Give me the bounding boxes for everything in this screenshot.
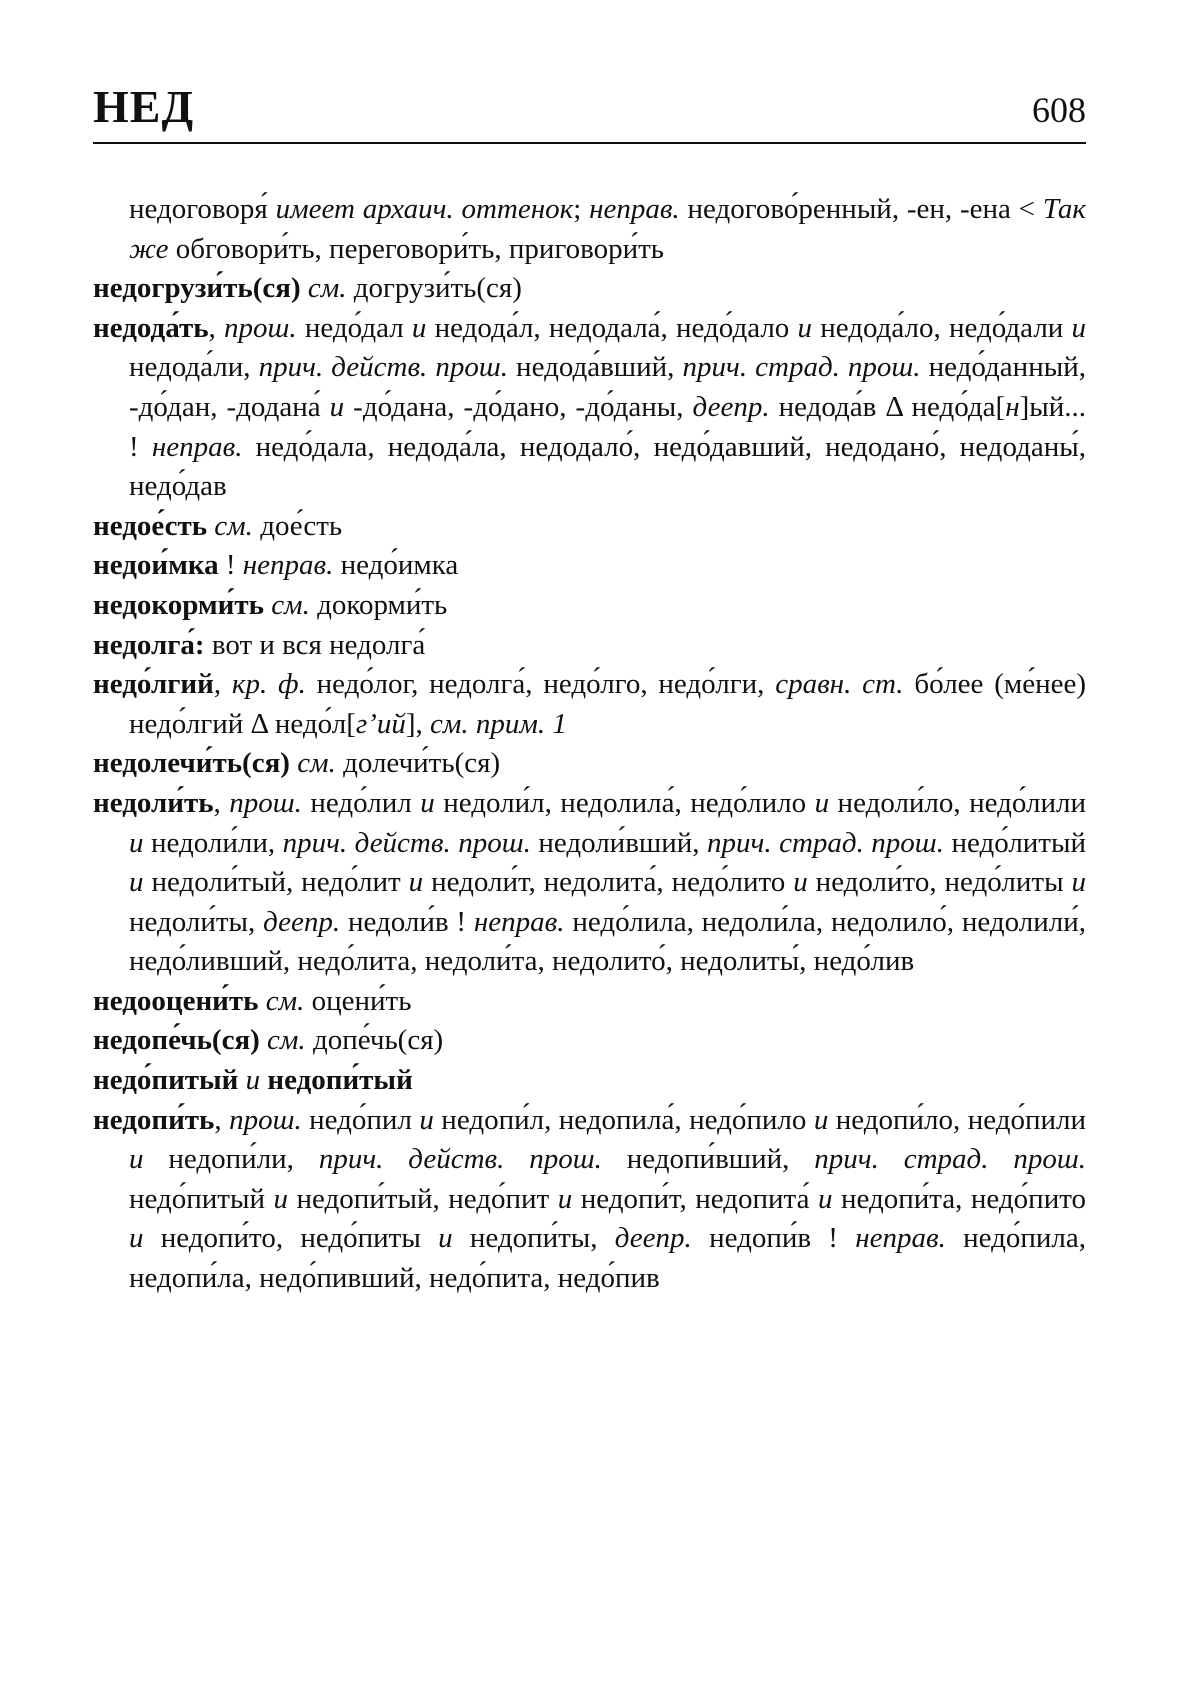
grammar-label: см. <box>265 984 305 1017</box>
entry-text: ]ый... ! <box>129 390 1086 463</box>
grammar-label: и <box>1071 866 1086 899</box>
entry-text: вот и вся недолга́ <box>204 628 426 661</box>
entry-text: недода́в Δ недо́да[ <box>769 390 1006 423</box>
grammar-label: прош. <box>229 1103 302 1136</box>
entry-text: , <box>208 311 225 344</box>
entry-text: обговори́ть, переговори́ть, приговори́ть <box>168 232 665 265</box>
dictionary-entry <box>93 784 1086 982</box>
entry-text: недоли́л, недолила́, недо́лило <box>434 786 815 819</box>
entry-text <box>301 272 308 304</box>
entry-text: недопи́ли, <box>143 1143 319 1176</box>
grammar-label: и <box>245 1064 261 1097</box>
entry-text: ], <box>405 707 431 740</box>
entry-text: допе́чь(ся) <box>305 1024 444 1057</box>
grammar-label: неправ. <box>242 549 334 582</box>
grammar-label: деепр. <box>263 905 341 938</box>
dictionary-entry <box>93 309 1086 507</box>
entry-text: недопи́л, недопила́, недо́пило <box>433 1103 814 1136</box>
dictionary-entry <box>93 1101 1086 1299</box>
entry-text: недогово́ренный, -ен, -ена < <box>679 193 1043 225</box>
dictionary-entry <box>93 982 1086 1022</box>
grammar-label: сравн. ст. <box>775 668 904 701</box>
grammar-label: и <box>419 1103 434 1136</box>
grammar-label: прич. страд. прош. <box>707 826 944 859</box>
entry-text: недоли́вший, <box>530 826 708 859</box>
entry-text: недо́питый <box>129 1182 274 1215</box>
grammar-label: и <box>129 826 144 859</box>
grammar-label: см. <box>307 272 347 305</box>
entry-text: оцени́ть <box>304 984 412 1017</box>
grammar-label: см. <box>271 588 310 621</box>
entry-text: дое́сть <box>252 509 343 542</box>
entry-text: недода́ло, недо́дали <box>812 311 1072 344</box>
entry-text: долечи́ть(ся) <box>335 747 501 780</box>
entry-text: недо́дала, недода́ла, недодало́, недо́давший, недодано́, недоданы́, недо́дав <box>129 430 1086 503</box>
entry-text: ! <box>218 549 243 582</box>
page-number: 608 <box>1032 90 1086 130</box>
grammar-label: н <box>1005 390 1020 423</box>
grammar-label: и <box>817 1182 833 1215</box>
entry-text: , <box>213 668 232 701</box>
entry-text: догрузи́ть(ся) <box>346 272 522 305</box>
entry-text <box>260 1024 267 1056</box>
grammar-label: прич. страд. прош. <box>682 351 921 384</box>
grammar-label: см. прим. 1 <box>430 707 567 740</box>
entry-text: недоли́в ! <box>340 905 474 938</box>
dictionary-entry <box>93 586 1086 626</box>
entry-text: недоговоря́ <box>129 193 276 225</box>
grammar-label: и <box>129 1143 144 1176</box>
headword: недооцени́ть <box>93 984 259 1017</box>
entry-text: недо́имка <box>333 549 459 582</box>
entry-text: недопи́ты, <box>452 1222 615 1255</box>
grammar-label: и <box>814 786 830 819</box>
grammar-label: и <box>438 1222 453 1255</box>
entry-text: недода́л, недодала́, недо́дало <box>426 311 798 344</box>
grammar-label: прич. действ. прош. <box>318 1143 602 1176</box>
entry-text: бо́лее (ме́нее) недо́лгий Δ недо́л[ <box>129 668 1087 740</box>
entry-text: недопи́вший, <box>601 1143 815 1176</box>
headword: недолга́: <box>93 628 205 661</box>
grammar-label: имеет архаич. оттенок <box>275 193 574 225</box>
entry-text: недопи́тый, недо́пит <box>287 1182 558 1215</box>
grammar-label: Так же <box>129 193 1086 265</box>
entry-text: недо́пил <box>301 1103 420 1136</box>
entry-text: -до́дана, -до́дано, -до́даны, <box>344 390 693 423</box>
entry-text: недоли́т, недолита́, недо́лито <box>423 866 794 899</box>
headword: недопи́тый <box>267 1064 413 1097</box>
entry-text: недопи́та, недо́пито <box>832 1182 1086 1215</box>
grammar-label: прич. действ. прош. <box>282 826 531 859</box>
entry-text: , <box>213 786 230 819</box>
entry-text: недоли́тый, недо́лит <box>143 866 409 899</box>
headword: недода́ть <box>93 311 209 344</box>
header-rule <box>93 142 1086 144</box>
dictionary-entries <box>93 190 1086 1299</box>
grammar-label: неправ. <box>151 430 243 463</box>
entry-text: недо́литый <box>943 826 1086 859</box>
entry-text: недоли́ли, <box>143 826 283 859</box>
entry-text <box>238 1064 245 1096</box>
grammar-label: и <box>420 786 435 819</box>
entry-text: недо́данный, -до́дан, -додана́ <box>129 351 1086 423</box>
page-header <box>93 72 1086 144</box>
grammar-label: и <box>411 311 427 344</box>
grammar-label: и <box>1071 311 1087 344</box>
headword: недоли́ть <box>93 786 214 819</box>
headword: недопе́чь(ся) <box>93 1024 260 1057</box>
grammar-label: неправ. <box>473 905 565 938</box>
grammar-label: и <box>557 1182 573 1215</box>
headword: недои́мка <box>93 549 219 582</box>
grammar-label: прич. страд. прош. <box>814 1143 1086 1176</box>
grammar-label: неправ. <box>589 193 680 225</box>
entry-text: недо́лил <box>301 786 421 819</box>
dictionary-entry <box>93 626 1086 666</box>
entry-text: недо́пила, недопи́ла, недо́пивший, недо́пита, недо́пив <box>129 1222 1086 1295</box>
grammar-label: кр. ф. <box>231 668 306 701</box>
entry-text: недоли́ло, недо́лили <box>829 786 1086 819</box>
grammar-label: деепр. <box>692 390 770 423</box>
grammar-label: деепр. <box>614 1222 692 1255</box>
grammar-label: см. <box>297 747 336 780</box>
entry-text: недоли́то, недо́литы <box>807 866 1072 899</box>
grammar-label: и <box>329 390 345 423</box>
entry-text: ; <box>573 193 590 225</box>
headword: недо́питый <box>93 1064 239 1097</box>
entry-text: докорми́ть <box>309 588 448 621</box>
entry-text: недода́вший, <box>508 351 683 384</box>
grammar-label: и <box>797 311 813 344</box>
entry-text: недода́ли, <box>129 351 259 384</box>
grammar-label: см. <box>214 509 253 542</box>
grammar-label: прич. действ. прош. <box>258 351 508 384</box>
running-head-word: НЕД <box>93 81 195 132</box>
grammar-label: и <box>408 866 424 899</box>
entry-text: недоли́ты, <box>129 905 264 938</box>
headword: недопи́ть <box>93 1103 215 1136</box>
entry-continuation <box>93 190 1086 269</box>
grammar-label: неправ. <box>855 1222 946 1255</box>
dictionary-entry <box>93 507 1086 547</box>
entry-text: недо́лог, недолга́, недо́лго, недо́лги, <box>305 668 776 701</box>
headword: недолечи́ть(ся) <box>93 747 290 780</box>
dictionary-entry <box>93 744 1086 784</box>
grammar-label: и <box>129 1222 144 1255</box>
entry-text: недо́дал <box>296 311 412 344</box>
headword: недо́лгий <box>93 668 214 701</box>
grammar-label: и <box>813 1103 829 1136</box>
grammar-label: прош. <box>224 311 297 344</box>
grammar-label: см. <box>267 1024 306 1057</box>
entry-text: недопи́т, недопита́ <box>572 1182 818 1215</box>
entry-text: недопи́в ! <box>691 1222 856 1255</box>
entry-text: , <box>214 1103 230 1136</box>
grammar-label: гʼий <box>355 707 406 740</box>
grammar-label: и <box>793 866 808 899</box>
dictionary-entry <box>93 1021 1086 1061</box>
headword: недогрузи́ть(ся) <box>93 272 301 305</box>
dictionary-entry <box>93 1061 1086 1101</box>
dictionary-entry <box>93 269 1086 309</box>
entry-text: недопи́ло, недо́пили <box>828 1103 1086 1136</box>
grammar-label: прош. <box>229 786 302 819</box>
headword: недокорми́ть <box>93 588 264 621</box>
entry-text: недо́лила, недоли́ла, недолило́, недолили́, недо́ливший, недо́лита, недоли́та, недолито́, недолиты́, недо́лив <box>129 905 1087 978</box>
grammar-label: и <box>129 866 144 899</box>
grammar-label: и <box>273 1182 288 1215</box>
entry-text <box>258 985 265 1017</box>
entry-text: недопи́то, недо́питы <box>143 1222 439 1255</box>
dictionary-entry <box>93 546 1086 586</box>
dictionary-entry <box>93 665 1086 744</box>
headword: недое́сть <box>93 509 208 542</box>
